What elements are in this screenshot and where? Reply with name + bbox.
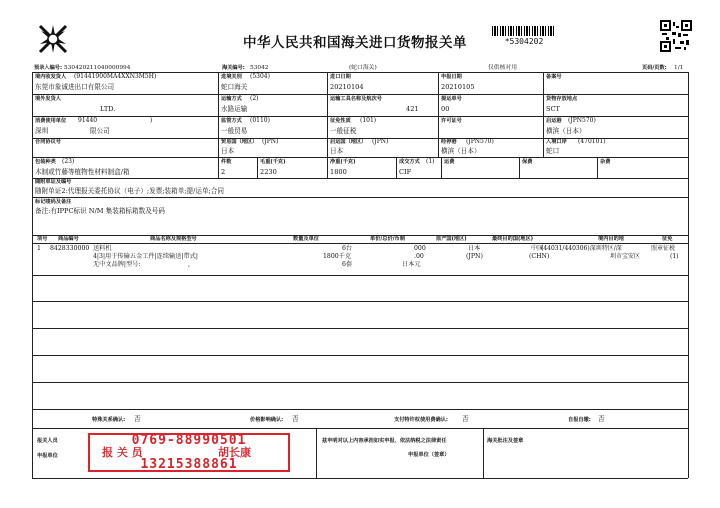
deal-label: 成交方式 (399, 159, 420, 165)
customs-no-label: 海关编号: (222, 65, 245, 71)
col-divider (519, 157, 520, 178)
declaration-statement: 兹申明对以上内容承担如实申报、依法纳税之法律责任 (322, 438, 447, 444)
entry-place-code: (470101) (578, 138, 606, 145)
consignee-code: (91441900MA4XXN3M5H) (74, 73, 157, 80)
col-divider (543, 116, 544, 157)
origin-country-label: 启运国（地区） (330, 139, 367, 145)
form-border-bottom (32, 478, 688, 479)
col-divider (483, 428, 484, 478)
col-divider (218, 116, 219, 157)
item-name: 送料机 (93, 245, 112, 252)
origin-country-code: (JPN) (372, 138, 389, 145)
col-divider (441, 157, 442, 178)
item-origin: 日本 (468, 245, 481, 252)
stop-port-label: 经停港 (441, 139, 457, 145)
price-influence-label: 价格影响确认: (250, 417, 284, 423)
levy-label: 征免性质 (330, 118, 351, 124)
row-divider (32, 178, 688, 179)
item-divider (32, 328, 688, 329)
consignee-name: 东莞市象诚进出口有限公司 (35, 83, 115, 91)
royalty-value: 否 (462, 415, 469, 423)
declare-date-value: 20210105 (441, 83, 475, 91)
user-label: 消费使用单位 (35, 118, 67, 124)
depart-port-label: 启运港 (546, 118, 562, 124)
item-levy-code: (1) (670, 253, 679, 260)
item-seq: 1 (37, 245, 41, 252)
verify-note: 仅供核对用 (488, 65, 517, 71)
transport-value: 水路运输 (221, 105, 248, 113)
page-label: 页码/页数: (642, 65, 667, 71)
user-code-close: ) (150, 117, 153, 124)
stamp-name: 胡长康 (218, 446, 251, 459)
origin-country-value: 日本 (330, 147, 344, 155)
package-value: 木制或竹藤等植物性材料制盒/箱 (35, 168, 130, 176)
qr-code-icon (660, 20, 692, 52)
row-divider (32, 94, 688, 95)
page-value: 1/1 (674, 65, 684, 71)
col-name: 商品名称及规格型号 (150, 236, 197, 242)
gross-weight-label: 毛重(千克) (260, 159, 286, 165)
row-divider (32, 428, 688, 429)
trade-country-code: (JPN) (262, 138, 279, 145)
net-weight-value: 1800 (330, 168, 347, 176)
item-qty-weight: 1800千克 (323, 253, 352, 260)
customs-no-value: 53042 (250, 65, 269, 71)
item-divider (32, 301, 688, 302)
gross-weight-value: 2230 (260, 168, 277, 176)
pieces-label: 件数 (221, 159, 232, 165)
stamp-mobile: 13215388861 (140, 457, 238, 472)
storage-value: SCT (546, 105, 560, 113)
vessel-value: 421 (406, 105, 419, 113)
price-influence-value: 否 (292, 415, 299, 423)
special-relation-value: 否 (134, 415, 141, 423)
item-divider (32, 409, 688, 410)
form-title: 中华人民共和国海关进口货物报关单 (243, 35, 467, 51)
col-divider (597, 157, 598, 178)
item-total-price: .00 (414, 253, 424, 260)
item-qty-units: 6台 (342, 245, 353, 252)
preentry-value: 530420211040000994 (64, 65, 131, 71)
levy-code: (101) (360, 117, 377, 124)
col-divider (316, 428, 317, 478)
customs-port: (蛇口海关) (349, 65, 377, 71)
entry-port-code: (5304) (250, 73, 270, 80)
user-code: 91440 (78, 117, 98, 124)
col-seq: 项号 (37, 236, 48, 242)
user-company: 限公司 (90, 127, 110, 135)
item-source-district: 圳市宝安区 (610, 253, 641, 260)
col-code: 商品编号 (58, 236, 79, 242)
consignee-label: 境内收发货人 (35, 74, 67, 80)
marks-label: 标记唛码及备注 (35, 199, 72, 205)
self-pay-value: 否 (598, 415, 605, 423)
preentry-label: 预录入编号: (34, 65, 63, 71)
item-brand-tail: , (188, 261, 190, 268)
docs-value: 随附单证2:代理报关委托协议（电子）;发票;装箱单;提/运单;合同 (35, 187, 224, 195)
docs-label: 随附单证及编号 (35, 179, 72, 185)
col-source: 境内目的地 (598, 236, 624, 242)
declare-date-label: 申报日期 (441, 74, 462, 80)
trade-country-value: 日本 (221, 147, 235, 155)
deal-code: (1) (426, 158, 435, 165)
self-pay-label: 自报自缴: (568, 417, 591, 423)
item-qty-sets: 6套 (342, 261, 353, 268)
item-dest: 中国 (531, 245, 544, 252)
item-spec: 4|3|用于传输五金工件|连续输送|带式| (93, 253, 198, 260)
license-label: 许可证号 (441, 118, 462, 124)
net-weight-label: 净重(千克) (330, 159, 356, 165)
transport-code: (2) (250, 95, 259, 102)
item-divider (32, 355, 688, 356)
shipper-label: 境外发货人 (35, 96, 61, 102)
col-divider (327, 157, 328, 178)
package-code: (23) (62, 158, 75, 165)
col-divider (438, 116, 439, 157)
declarant-stamp (88, 433, 290, 472)
entry-place-value: 蛇口 (546, 147, 560, 155)
freight-label: 运费 (444, 159, 455, 165)
storage-label: 货物存放地点 (546, 96, 578, 102)
declare-unit-label: 申报单位 (37, 453, 58, 459)
form-border-left (32, 72, 33, 478)
stop-port-code: (JPN570) (466, 138, 494, 145)
royalty-label: 支付特许权使用费确认: (394, 417, 448, 423)
entry-port-label: 进境关别 (221, 74, 242, 80)
row-divider (32, 197, 688, 198)
col-divider (327, 116, 328, 157)
form-border-right (688, 72, 689, 478)
col-price: 单价/总价/币制 (370, 236, 405, 242)
package-label: 包装种类 (35, 159, 56, 165)
contract-label: 合同协议号 (35, 139, 61, 145)
import-date-value: 20210104 (330, 83, 364, 91)
transport-label: 运输方式 (221, 96, 242, 102)
user-city: 深圳 (35, 127, 49, 135)
deal-value: CIF (399, 168, 412, 176)
stamp-phone: 0769-88990501 (131, 433, 247, 448)
supervision-code: (0110) (250, 117, 270, 124)
customs-emblem-icon (36, 22, 70, 56)
item-dest-code: (CHN) (529, 253, 550, 260)
col-divider (218, 157, 219, 178)
item-unit-price: 000 (414, 245, 426, 252)
declarer-label: 报关人员 (37, 438, 58, 444)
depart-port-value: 横滨（日本） (546, 127, 586, 135)
stop-port-value: 横滨（日本） (441, 147, 481, 155)
col-qty: 数量及单位 (293, 236, 319, 242)
item-divider (32, 382, 688, 383)
insurance-label: 保费 (522, 159, 533, 165)
shipper-value: LTD. (100, 105, 116, 113)
customs-approval-label: 海关批注及签章 (487, 438, 524, 444)
col-divider (396, 157, 397, 178)
col-levy: 征免 (662, 236, 673, 242)
item-origin-code: (JPN) (466, 253, 483, 260)
stamp-role: 报 关 员 (102, 446, 143, 459)
declare-seal-label: 申报单位（签章） (408, 452, 450, 458)
barcode-bars-icon (492, 26, 556, 36)
supervision-label: 监管方式 (221, 118, 242, 124)
row-divider (32, 243, 688, 244)
import-date-label: 进口日期 (330, 74, 351, 80)
col-dest: 最终目的国(地区) (492, 236, 534, 242)
barcode (490, 26, 558, 50)
supervision-value: 一般贸易 (221, 127, 248, 135)
depart-port-code: (JPN570) (568, 117, 596, 124)
entry-port-value: 蛇口海关 (221, 83, 248, 91)
special-relation-label: 特殊关系确认: (92, 417, 126, 423)
vessel-label: 运输工具名称及航次号 (330, 96, 382, 102)
record-no-label: 备案号 (546, 74, 562, 80)
barcode-number: *5304202 (504, 37, 544, 46)
entry-place-label: 入境口岸 (546, 139, 567, 145)
bill-label: 提运单号 (441, 96, 462, 102)
col-origin: 原产国(地区) (436, 236, 467, 242)
levy-value: 一般征税 (330, 127, 357, 135)
marks-value: 备注:有IPPC标识 N/M 集装箱标箱数及号码 (35, 207, 165, 215)
trade-country-label: 贸易国（地区） (221, 139, 258, 145)
row-divider (32, 157, 688, 158)
item-code: 8428330000 (50, 245, 90, 252)
bill-value: 00 (441, 105, 450, 113)
item-levy: 照章征税 (651, 245, 676, 252)
row-divider (32, 235, 688, 236)
misc-label: 杂费 (600, 159, 611, 165)
col-divider (257, 157, 258, 178)
item-divider (32, 275, 688, 276)
item-source: (44031/440306)深圳特区/深 (541, 245, 622, 252)
pieces-value: 2 (221, 168, 226, 176)
item-currency: 日本元 (402, 261, 421, 268)
item-brand: 无中文品牌|型号: (93, 261, 141, 268)
